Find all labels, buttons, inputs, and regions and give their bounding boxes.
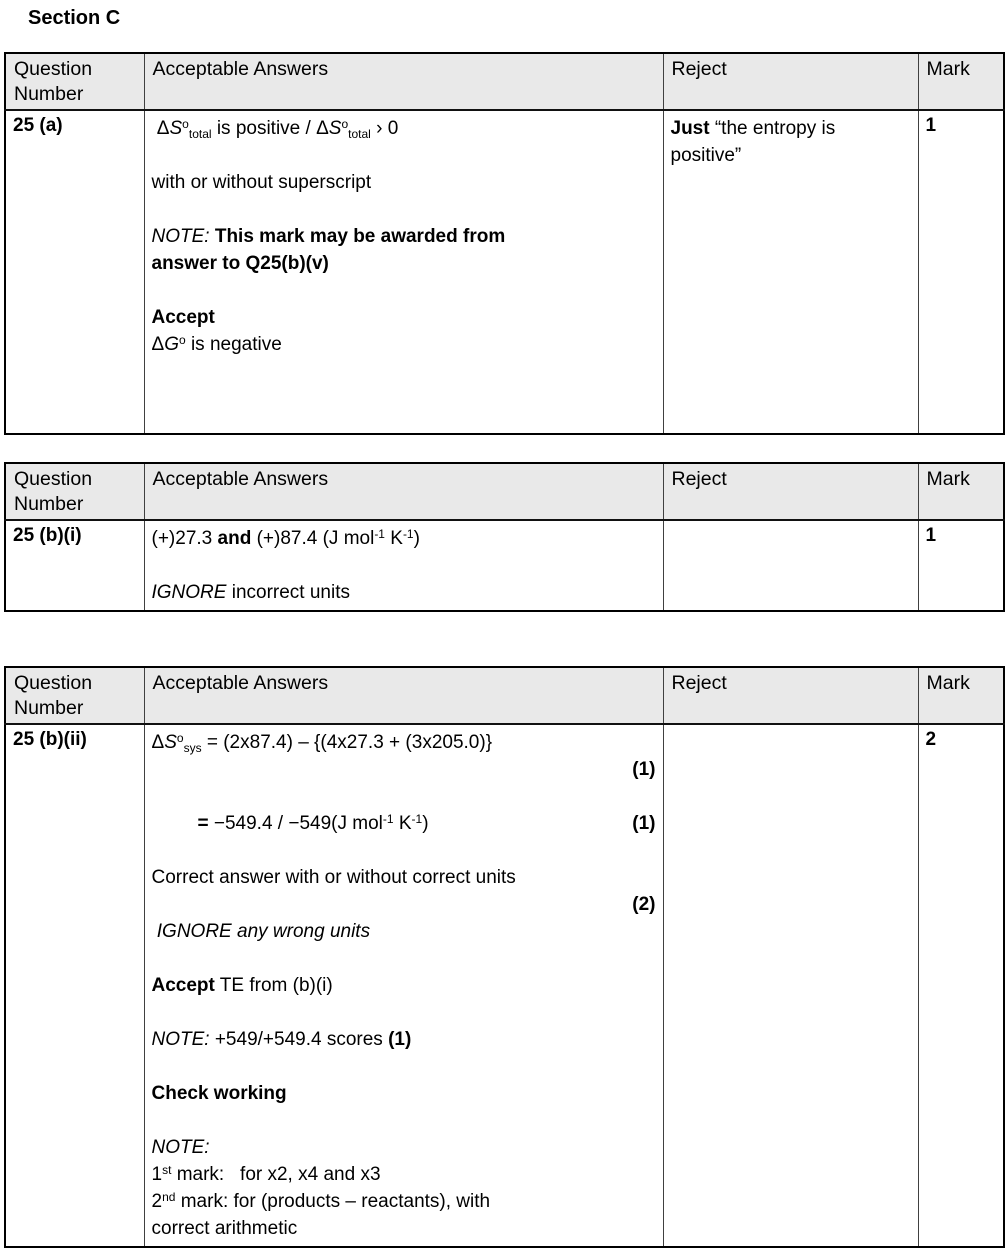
answer-line: (2) [632, 894, 656, 915]
header-row [5, 667, 1004, 724]
answer-line: NOTE: [151, 1137, 210, 1158]
mark-cell: 1 [918, 110, 1004, 434]
mark-cell: 2 [918, 724, 1004, 1247]
answer-row [5, 520, 1004, 611]
answer-line [152, 277, 656, 304]
col-header-mark: Mark [918, 667, 1004, 724]
answer-line: Check working [151, 1083, 287, 1104]
answer-line: 1st mark: for x2, x4 and x3 [151, 1163, 381, 1185]
answer-line: (1) [632, 759, 656, 780]
reject-cell [663, 724, 918, 1247]
answer-line: IGNORE incorrect units [151, 582, 350, 603]
answer-line [152, 1107, 656, 1134]
col-header-acceptable-answers: Acceptable Answers [144, 667, 663, 724]
mark-scheme-table-25bii [4, 666, 1005, 1248]
answer-line: Correct answer with or without correct units [151, 867, 516, 888]
header-row [5, 53, 1004, 110]
answer-line: $\Delta S^o_{sys} = (2x87.4) - \{(4x27.3 + (3x205.0)\}$ [151, 731, 493, 755]
col-header-reject: Reject [663, 463, 918, 520]
col-header-question-number: Question Number [5, 53, 144, 110]
mark-scheme-page [0, 6, 1006, 1239]
answer-line: = −549.4 / −549(J mol$^{-1}$ $K^{-1}$) (1) [197, 812, 656, 834]
answer-line: correct arithmetic [151, 1218, 298, 1239]
section-title: Section C [28, 7, 121, 29]
col-header-mark: Mark [918, 463, 1004, 520]
answer-line: (+)27.3 and (+)87.4 (J mol$^{-1}$ $K^{-1}$) [151, 527, 420, 549]
answer-line: answer to Q25(b)(v) [151, 253, 329, 274]
question-number-cell: 25 (b)(i) [5, 520, 144, 611]
header-row [5, 463, 1004, 520]
answer-line: IGNORE any wrong units [156, 921, 371, 942]
col-header-mark: Mark [918, 53, 1004, 110]
answer-line [152, 837, 656, 864]
answer-line: positive” [670, 145, 742, 166]
answer-line: Accept TE from (b)(i) [151, 975, 333, 996]
answer-line [152, 999, 656, 1026]
question-number-cell: 25 (b)(ii) [5, 724, 144, 1247]
answer-row [5, 110, 1004, 434]
answer-line [152, 783, 656, 810]
answer-line [152, 196, 656, 223]
answer-line: Accept [151, 307, 215, 328]
acceptable-answers-cell [144, 724, 663, 1247]
col-header-reject: Reject [663, 53, 918, 110]
mark-scheme-table-25a [4, 52, 1005, 435]
mark-cell: 1 [918, 520, 1004, 611]
reject-cell [663, 110, 918, 434]
acceptable-answers-cell [144, 110, 663, 434]
answer-line: Just “the entropy is [670, 118, 836, 139]
acceptable-answers-cell [144, 520, 663, 611]
answer-line: NOTE: This mark may be awarded from [151, 226, 506, 247]
question-number-cell: 25 (a) [5, 110, 144, 434]
answer-line [152, 1053, 656, 1080]
answer-line: $\Delta S^o_{total}$ is positive / $\Delta S^o_{total}$ › 0 [151, 117, 399, 141]
answer-line: NOTE: +549/+549.4 scores (1) [151, 1029, 412, 1050]
answer-line: with or without superscript [151, 172, 372, 193]
answer-row [5, 724, 1004, 1247]
answer-line: 2nd mark: for (products – reactants), with [151, 1190, 491, 1212]
col-header-reject: Reject [663, 667, 918, 724]
col-header-acceptable-answers: Acceptable Answers [144, 463, 663, 520]
col-header-question-number: Question Number [5, 667, 144, 724]
col-header-acceptable-answers: Acceptable Answers [144, 53, 663, 110]
reject-cell [663, 520, 918, 611]
answer-line [152, 552, 656, 579]
answer-line [152, 945, 656, 972]
mark-scheme-table-25bi [4, 462, 1005, 612]
answer-line: $\Delta G^o$ is negative [151, 333, 282, 355]
col-header-question-number: Question Number [5, 463, 144, 520]
answer-line [152, 142, 656, 169]
